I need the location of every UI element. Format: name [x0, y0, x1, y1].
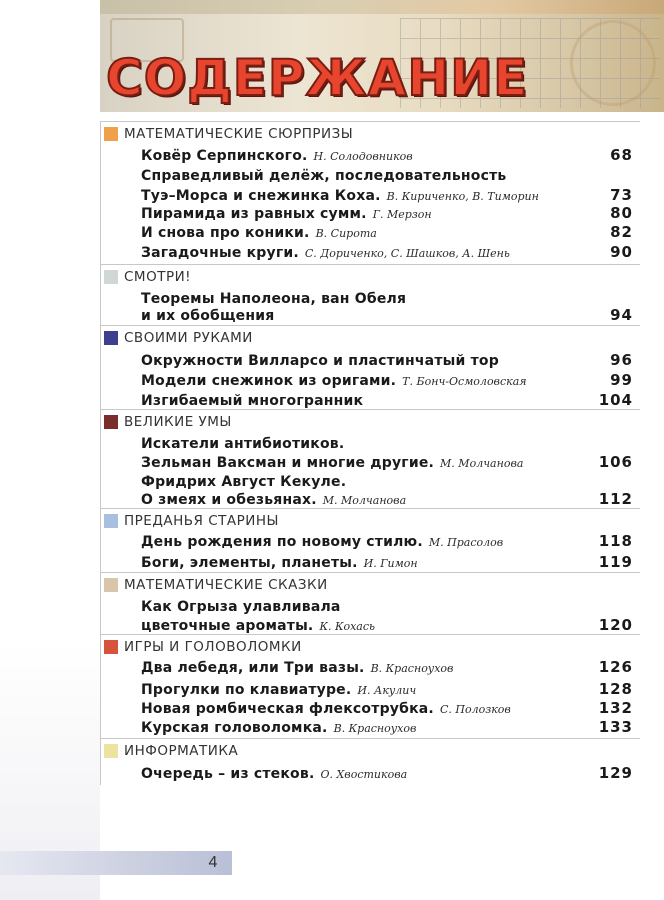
- section-rule: [100, 325, 101, 412]
- page-ref: 133: [598, 718, 633, 736]
- section-title: ПРЕДАНЬЯ СТАРИНЫ: [124, 513, 279, 529]
- section-title: ВЕЛИКИЕ УМЫ: [124, 414, 232, 430]
- section-heading: [100, 575, 640, 595]
- article-title: Пирамида из равных сумм.: [141, 206, 367, 222]
- section-rule: [100, 738, 101, 785]
- toc-entry-line[interactable]: [141, 489, 633, 509]
- article-author: И. Акулич: [357, 684, 417, 697]
- article-title: Фридрих Август Кекуле.: [141, 474, 347, 490]
- section-separator: [100, 572, 640, 573]
- page-ref: 94: [610, 306, 633, 324]
- section-heading: [100, 741, 640, 761]
- toc-entry-line[interactable]: [141, 222, 633, 242]
- toc-entry-line[interactable]: [141, 242, 633, 262]
- article-title: Ковёр Серпинского.: [141, 148, 308, 164]
- page-ref: 132: [598, 699, 633, 717]
- article-title: и их обобщения: [141, 308, 275, 324]
- article-author: Г. Мерзон: [372, 208, 432, 221]
- section-heading: [100, 637, 640, 657]
- toc-entry-line[interactable]: [141, 615, 633, 635]
- toc-entry-line[interactable]: [141, 698, 633, 718]
- section-heading: [100, 124, 640, 144]
- section-rule: [100, 572, 101, 637]
- article-title: Боги, элементы, планеты.: [141, 555, 358, 571]
- section-color-square-icon: [104, 415, 118, 429]
- article-title: Очередь – из стеков.: [141, 766, 315, 782]
- toc-entry-line[interactable]: [141, 717, 633, 737]
- toc-entry-line[interactable]: [141, 452, 633, 472]
- section-title: ИНФОРМАТИКА: [124, 743, 239, 759]
- toc-entry-line[interactable]: [141, 165, 633, 185]
- header-circle-decoration: [570, 20, 656, 106]
- toc-entry-line[interactable]: [141, 370, 633, 390]
- article-title: Как Огрыза улавливала: [141, 599, 341, 615]
- article-title: Курская головоломка.: [141, 720, 328, 736]
- article-author: В. Красноухов: [370, 662, 454, 675]
- toc-entry-line[interactable]: [141, 185, 633, 205]
- section-heading: [100, 328, 640, 348]
- page-ref: 82: [610, 223, 633, 241]
- article-author: В. Сирота: [315, 227, 377, 240]
- toc-entry-line[interactable]: [141, 657, 633, 677]
- section-title: МАТЕМАТИЧЕСКИЕ СЮРПРИЗЫ: [124, 126, 354, 142]
- article-title: Теоремы Наполеона, ван Обеля: [141, 291, 407, 307]
- page-ref: 119: [598, 553, 633, 571]
- section-title: ИГРЫ И ГОЛОВОЛОМКИ: [124, 639, 302, 655]
- page-ref: 106: [598, 453, 633, 471]
- article-author: О. Хвостикова: [320, 768, 408, 781]
- toc-entry-line[interactable]: [141, 531, 633, 551]
- page-ref: 80: [610, 204, 633, 222]
- article-title: Новая ромбическая флексотрубка.: [141, 701, 434, 717]
- header-strip: [100, 0, 664, 14]
- section-separator: [100, 409, 640, 410]
- section-heading: [100, 267, 640, 287]
- page-ref: 128: [598, 680, 633, 698]
- article-author: В. Красноухов: [333, 722, 417, 735]
- page-ref: 118: [598, 532, 633, 550]
- toc-entry-line[interactable]: [141, 679, 633, 699]
- article-title: Два лебедя, или Три вазы.: [141, 660, 365, 676]
- section-title: СВОИМИ РУКАМИ: [124, 330, 253, 346]
- toc-entry-line[interactable]: [141, 763, 633, 783]
- toc-entry-line[interactable]: [141, 471, 633, 491]
- section-rule: [100, 634, 101, 739]
- section-title: МАТЕМАТИЧЕСКИЕ СКАЗКИ: [124, 577, 328, 593]
- article-author: И. Гимон: [363, 557, 418, 570]
- article-author: С. Дориченко, С. Шашков, А. Шень: [304, 247, 510, 260]
- section-separator: [100, 264, 640, 265]
- page-ref: 126: [598, 658, 633, 676]
- toc-entry-line[interactable]: [141, 145, 633, 165]
- article-title: Изгибаемый многогранник: [141, 393, 364, 409]
- article-author: В. Кириченко, В. Тиморин: [386, 190, 539, 203]
- article-author: М. Прасолов: [428, 536, 504, 549]
- page-ref: 99: [610, 371, 633, 389]
- article-author: М. Молчанова: [322, 494, 407, 507]
- article-author: Н. Солодовников: [313, 150, 413, 163]
- toc-entry-line[interactable]: [141, 552, 633, 572]
- toc-entry-line[interactable]: [141, 596, 633, 616]
- section-rule: [100, 409, 101, 511]
- page-ref: 68: [610, 146, 633, 164]
- toc-entry-line[interactable]: [141, 305, 633, 325]
- page-title: СОДЕРЖАНИЕ: [106, 49, 529, 107]
- section-separator: [100, 121, 640, 122]
- article-title: Окружности Вилларсо и пластинчатый тор: [141, 353, 499, 369]
- article-title: И снова про коники.: [141, 225, 310, 241]
- section-separator: [100, 738, 640, 739]
- toc-entry-line[interactable]: [141, 350, 633, 370]
- article-author: К. Кохась: [319, 620, 376, 633]
- toc-entry-line[interactable]: [141, 390, 633, 410]
- section-color-square-icon: [104, 578, 118, 592]
- section-rule: [100, 264, 101, 327]
- section-separator: [100, 508, 640, 509]
- page-ref: 90: [610, 243, 633, 261]
- article-title: цветочные ароматы.: [141, 618, 314, 634]
- article-author: М. Молчанова: [440, 457, 524, 470]
- article-title: Искатели антибиотиков.: [141, 436, 345, 452]
- toc-entry-line[interactable]: [141, 203, 633, 223]
- section-heading: [100, 511, 640, 531]
- article-title: Модели снежинок из оригами.: [141, 373, 397, 389]
- article-title: Зельман Ваксман и многие другие.: [141, 455, 435, 471]
- section-color-square-icon: [104, 270, 118, 284]
- section-color-square-icon: [104, 640, 118, 654]
- section-separator: [100, 325, 640, 326]
- page-ref: 129: [598, 764, 633, 782]
- article-title: День рождения по новому стилю.: [141, 534, 423, 550]
- toc-entry-line[interactable]: [141, 433, 633, 453]
- section-rule: [100, 508, 101, 574]
- section-color-square-icon: [104, 514, 118, 528]
- section-color-square-icon: [104, 744, 118, 758]
- article-title: Туэ–Морса и снежинка Коха.: [141, 188, 381, 204]
- section-separator: [100, 634, 640, 635]
- article-author: Т. Бонч-Осмоловская: [402, 375, 527, 388]
- article-author: С. Полозков: [439, 703, 511, 716]
- page-ref: 120: [598, 616, 633, 634]
- section-color-square-icon: [104, 127, 118, 141]
- section-heading: [100, 412, 640, 432]
- article-title: Справедливый делёж, последовательность: [141, 168, 507, 184]
- page-ref: 96: [610, 351, 633, 369]
- page-number: 4: [208, 854, 218, 871]
- article-title: О змеях и обезьянах.: [141, 492, 317, 508]
- section-color-square-icon: [104, 331, 118, 345]
- page-ref: 104: [598, 391, 633, 409]
- page-ref: 73: [610, 186, 633, 204]
- section-title: СМОТРИ!: [124, 269, 192, 285]
- article-title: Прогулки по клавиатуре.: [141, 682, 352, 698]
- page-ref: 112: [598, 490, 633, 508]
- section-rule: [100, 121, 101, 264]
- article-title: Загадочные круги.: [141, 245, 299, 261]
